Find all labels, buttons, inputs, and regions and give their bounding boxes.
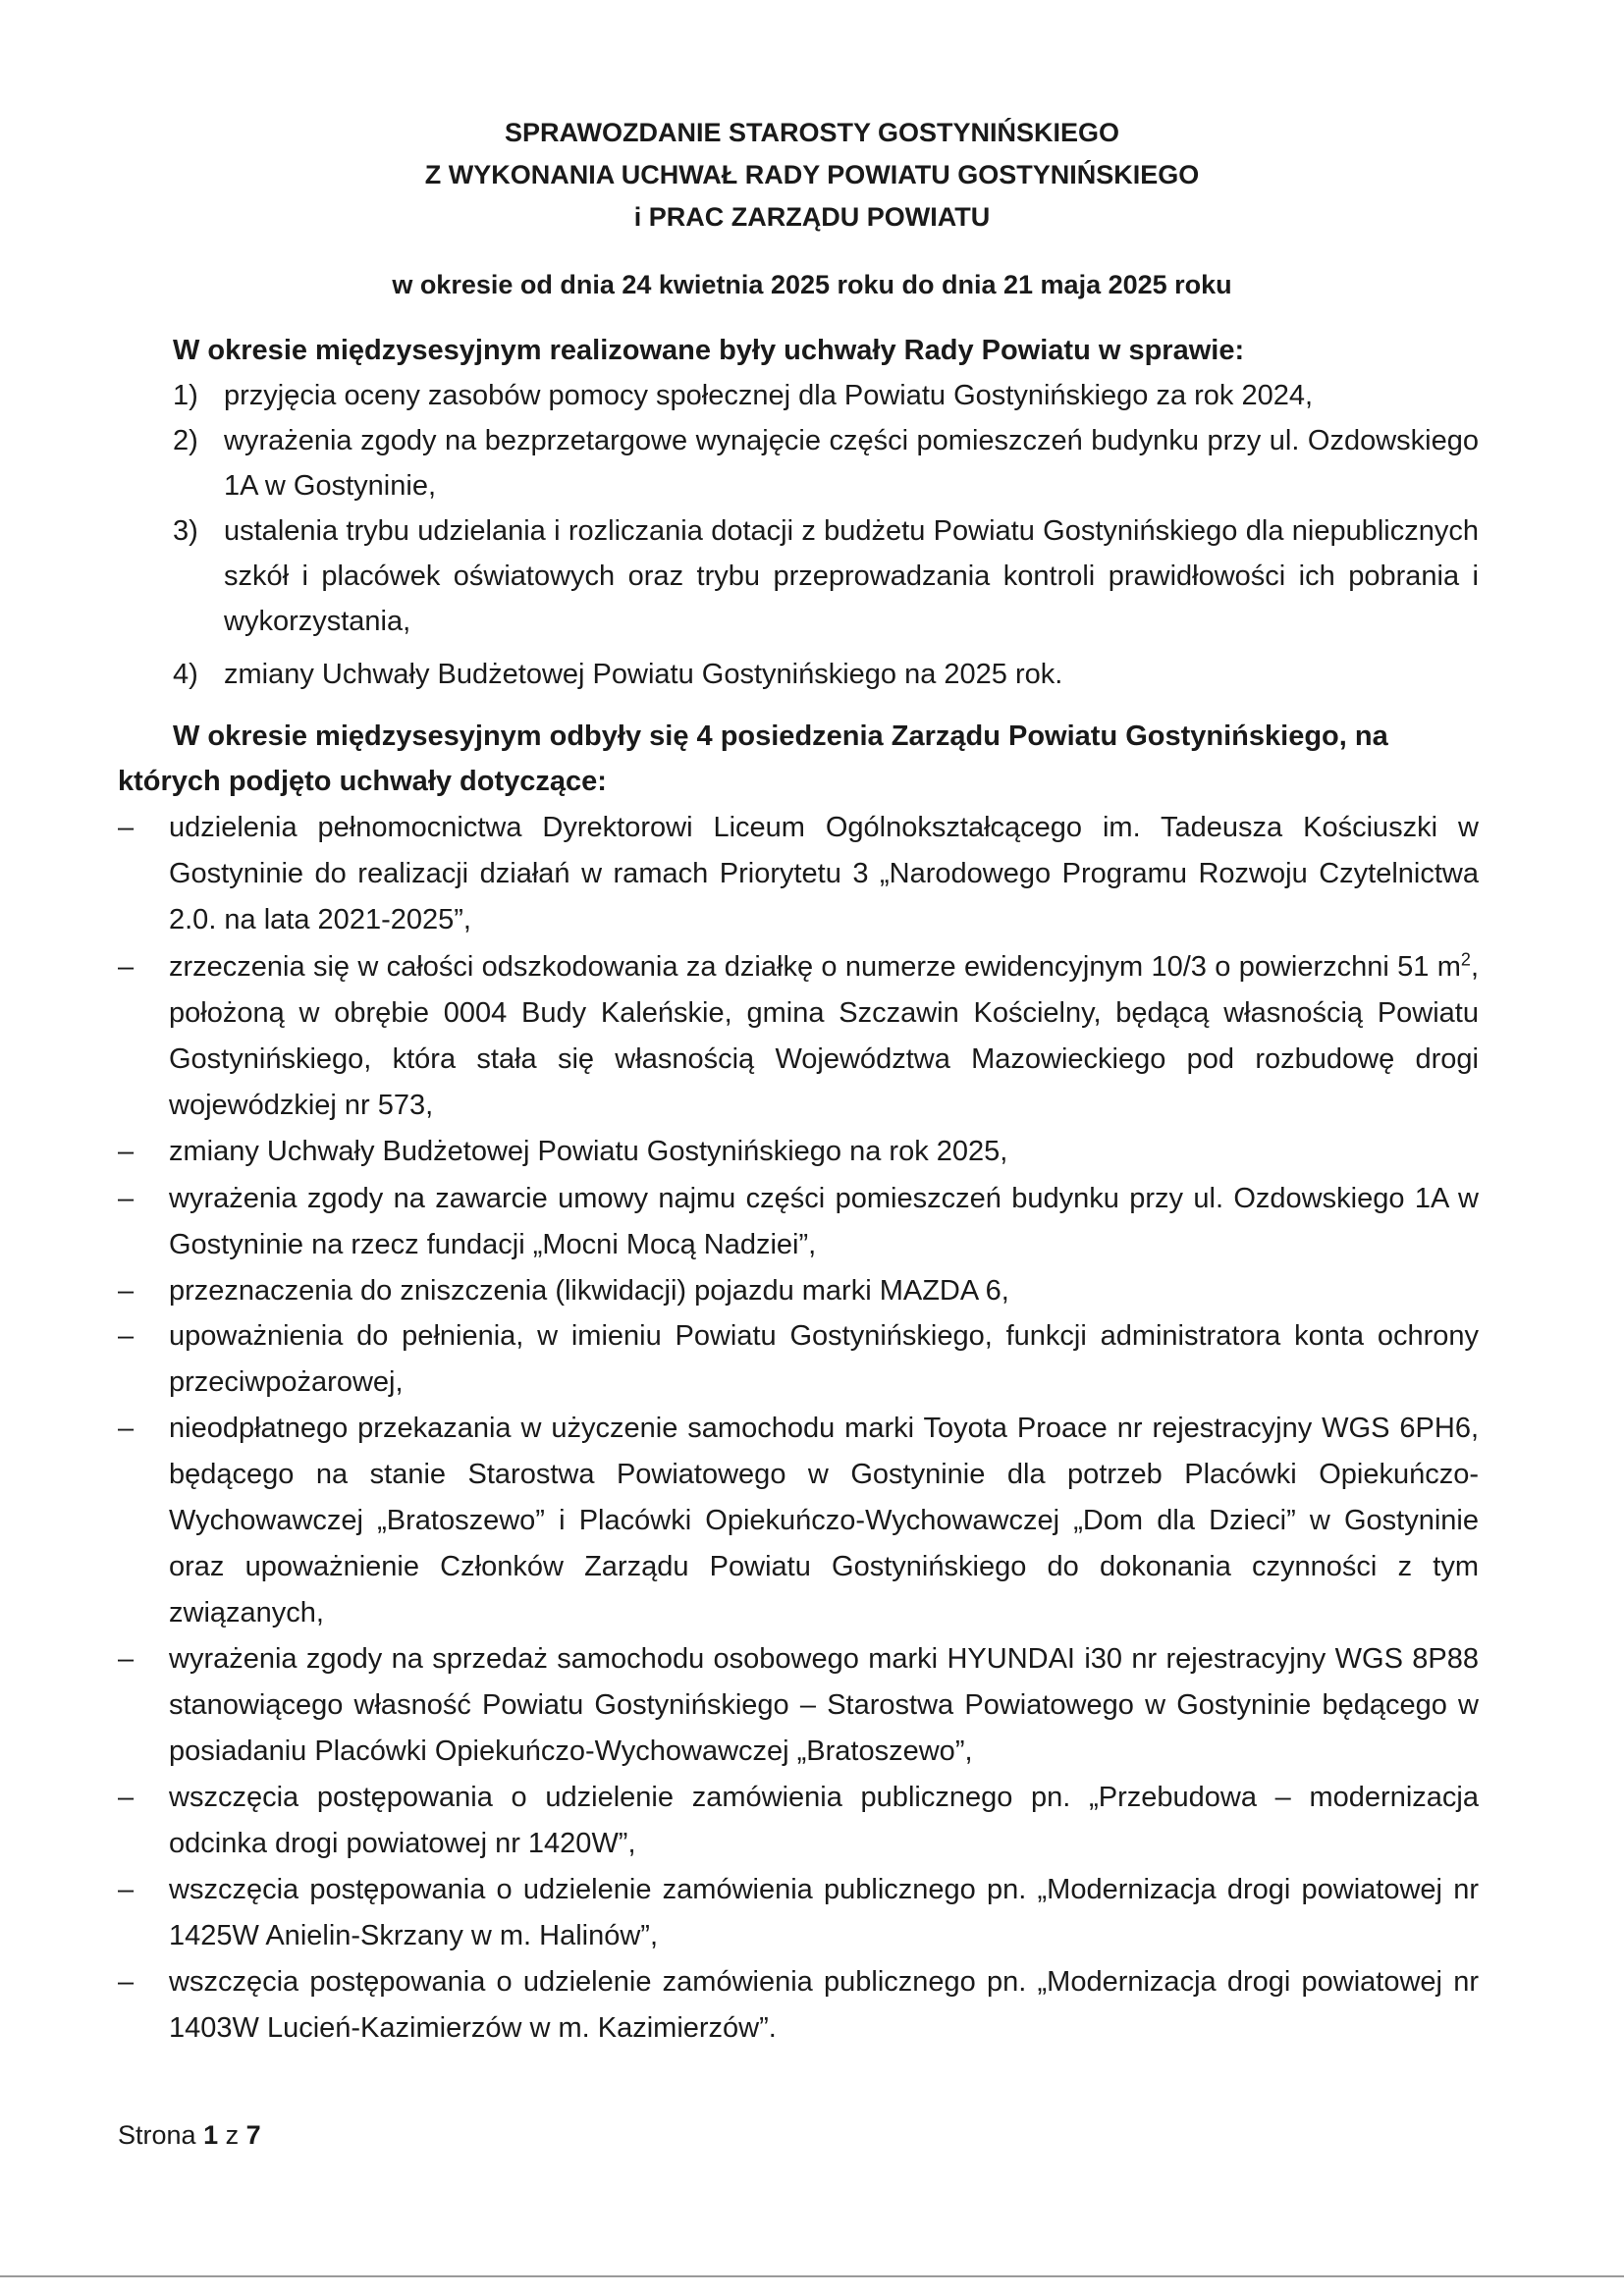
page-number-total: 7 [245,2120,261,2150]
section-2-intro: W okresie międzysesyjnym odbyły się 4 posiedzenia Zarządu Powiatu Gostynińskiego, na których podjęto uchwały dotyczące: [118,721,1388,797]
area-unit-superscript: 2 [1460,949,1471,970]
board-resolution-text: wszczęcia postępowania o udzielenie zamówienia publicznego pn. „Modernizacja drogi powiatowej nr 1403W Lucień-Kazimierzów w m. Kazimierzów”. [169,1966,1479,2044]
board-resolution-item [118,1775,1479,1867]
board-resolution-text: udzielenia pełnomocnictwa Dyrektorowi Liceum Ogólnokształcącego im. Tadeusza Kościuszki w Gostyninie do realizacji działań w ramach Priorytetu 3 „Narodowego Programu Rozwoju Czytelnictwa 2.0. na lata 2021-2025”, [169,812,1479,935]
report-title-line-1: SPRAWOZDANIE STAROSTY GOSTYNIŃSKIEGO [504,118,1120,147]
list-dash: – [118,1413,135,1444]
report-title-line-3: i PRAC ZARZĄDU POWIATU [633,202,991,232]
board-resolution-text [169,944,1479,1129]
list-dash: – [118,1136,135,1167]
resolution-item-4 [173,652,1479,697]
board-resolution-text-part-a: zrzeczenia się w całości odszkodowania za działkę o numerze ewidencyjnym 10/3 o powierzchni 51 m [169,951,1461,983]
section-1-intro: W okresie międzysesyjnym realizowane były uchwały Rady Powiatu w sprawie: [173,335,1245,366]
page-number-current: 1 [203,2120,219,2150]
board-resolution-text: przeznaczenia do zniszczenia (likwidacji) pojazdu marki MAZDA 6, [169,1275,1009,1307]
board-resolution-text: nieodpłatnego przekazania w użyczenie samochodu marki Toyota Proace nr rejestracyjny WGS 6PH6, będącego na stanie Starostwa Powiatowego w Gostyninie dla potrzeb Placówki Opiekuńczo-Wychowawczej „Bratoszewo” i Placówki Opiekuńczo-Wychowawczej „Dom dla Dzieci” w Gostyninie oraz upoważnienie Członków Zarządu Powiatu Gostynińskiego do dokonania czynności z tym związanych, [169,1413,1479,1629]
scan-edge-divider [0,2275,1624,2277]
page-number-label: Strona [118,2120,196,2150]
resolution-item-number: 4) [173,659,198,690]
list-dash: – [118,1320,135,1352]
list-dash: – [118,1966,135,1998]
list-dash: – [118,1643,135,1675]
board-resolution-item [118,1636,1479,1775]
list-dash: – [118,1782,135,1813]
resolution-item-3 [173,508,1479,644]
board-resolution-item [118,1959,1479,2052]
board-resolution-item [118,1867,1479,1959]
report-title-line-2: Z WYKONANIA UCHWAŁ RADY POWIATU GOSTYNIŃSKIEGO [424,160,1200,189]
resolution-item-2 [173,418,1479,508]
board-resolution-item [118,805,1479,943]
resolution-item-number: 3) [173,515,198,547]
board-resolution-item [118,944,1479,1129]
board-resolution-item [118,1129,1479,1175]
resolution-item-1 [173,373,1479,418]
board-resolution-text: wyrażenia zgody na sprzedaż samochodu osobowego marki HYUNDAI i30 nr rejestracyjny WGS 8P88 stanowiącego własność Powiatu Gostynińskiego – Starostwa Powiatowego w Gostyninie będącego w posiadaniu Placówki Opiekuńczo-Wychowawczej „Bratoszewo”, [169,1643,1479,1767]
resolution-item-text: przyjęcia oceny zasobów pomocy społecznej dla Powiatu Gostynińskiego za rok 2024, [224,380,1314,411]
page-number [118,2116,261,2154]
board-resolution-item [118,1176,1479,1268]
page-number-separator: z [225,2120,240,2150]
board-resolution-item [118,1268,1479,1314]
report-period: w okresie od dnia 24 kwietnia 2025 roku do dnia 21 maja 2025 roku [392,270,1232,299]
board-resolution-item [118,1313,1479,1406]
resolution-item-text: zmiany Uchwały Budżetowej Powiatu Gostynińskiego na 2025 rok. [224,659,1063,690]
list-dash: – [118,1275,135,1307]
resolution-item-number: 2) [173,425,198,456]
resolution-item-number: 1) [173,380,198,411]
resolution-item-text: wyrażenia zgody na bezprzetargowe wynajęcie części pomieszczeń budynku przy ul. Ozdowskiego 1A w Gostyninie, [224,425,1479,502]
board-resolution-text: upoważnienia do pełnienia, w imieniu Powiatu Gostynińskiego, funkcji administratora konta ochrony przeciwpożarowej, [169,1320,1479,1398]
resolution-item-text: ustalenia trybu udzielania i rozliczania dotacji z budżetu Powiatu Gostynińskiego dla niepublicznych szkół i placówek oświatowych oraz trybu przeprowadzania kontroli prawidłowości ich pobrania i wykorzystania, [224,515,1479,637]
list-dash: – [118,1183,135,1214]
board-resolution-text-part-b: , położoną w obrębie 0004 Budy Kaleńskie, gmina Szczawin Kościelny, będącą własnością Powiatu Gostynińskiego, która stała się własnością Województwa Mazowieckiego pod rozbudowę drogi wojewódzkiej nr 573, [169,951,1479,1121]
list-dash: – [118,1874,135,1905]
board-resolution-text: wyrażenia zgody na zawarcie umowy najmu części pomieszczeń budynku przy ul. Ozdowskiego 1A w Gostyninie na rzecz fundacji „Mocni Mocą Nadziei”, [169,1183,1479,1260]
list-dash: – [118,951,135,983]
board-resolution-item [118,1406,1479,1636]
list-dash: – [118,812,135,843]
board-resolution-text: zmiany Uchwały Budżetowej Powiatu Gostynińskiego na rok 2025, [169,1136,1008,1167]
board-resolution-text: wszczęcia postępowania o udzielenie zamówienia publicznego pn. „Modernizacja drogi powiatowej nr 1425W Anielin-Skrzany w m. Halinów”, [169,1874,1479,1951]
board-resolution-text: wszczęcia postępowania o udzielenie zamówienia publicznego pn. „Przebudowa – modernizacja odcinka drogi powiatowej nr 1420W”, [169,1782,1479,1859]
